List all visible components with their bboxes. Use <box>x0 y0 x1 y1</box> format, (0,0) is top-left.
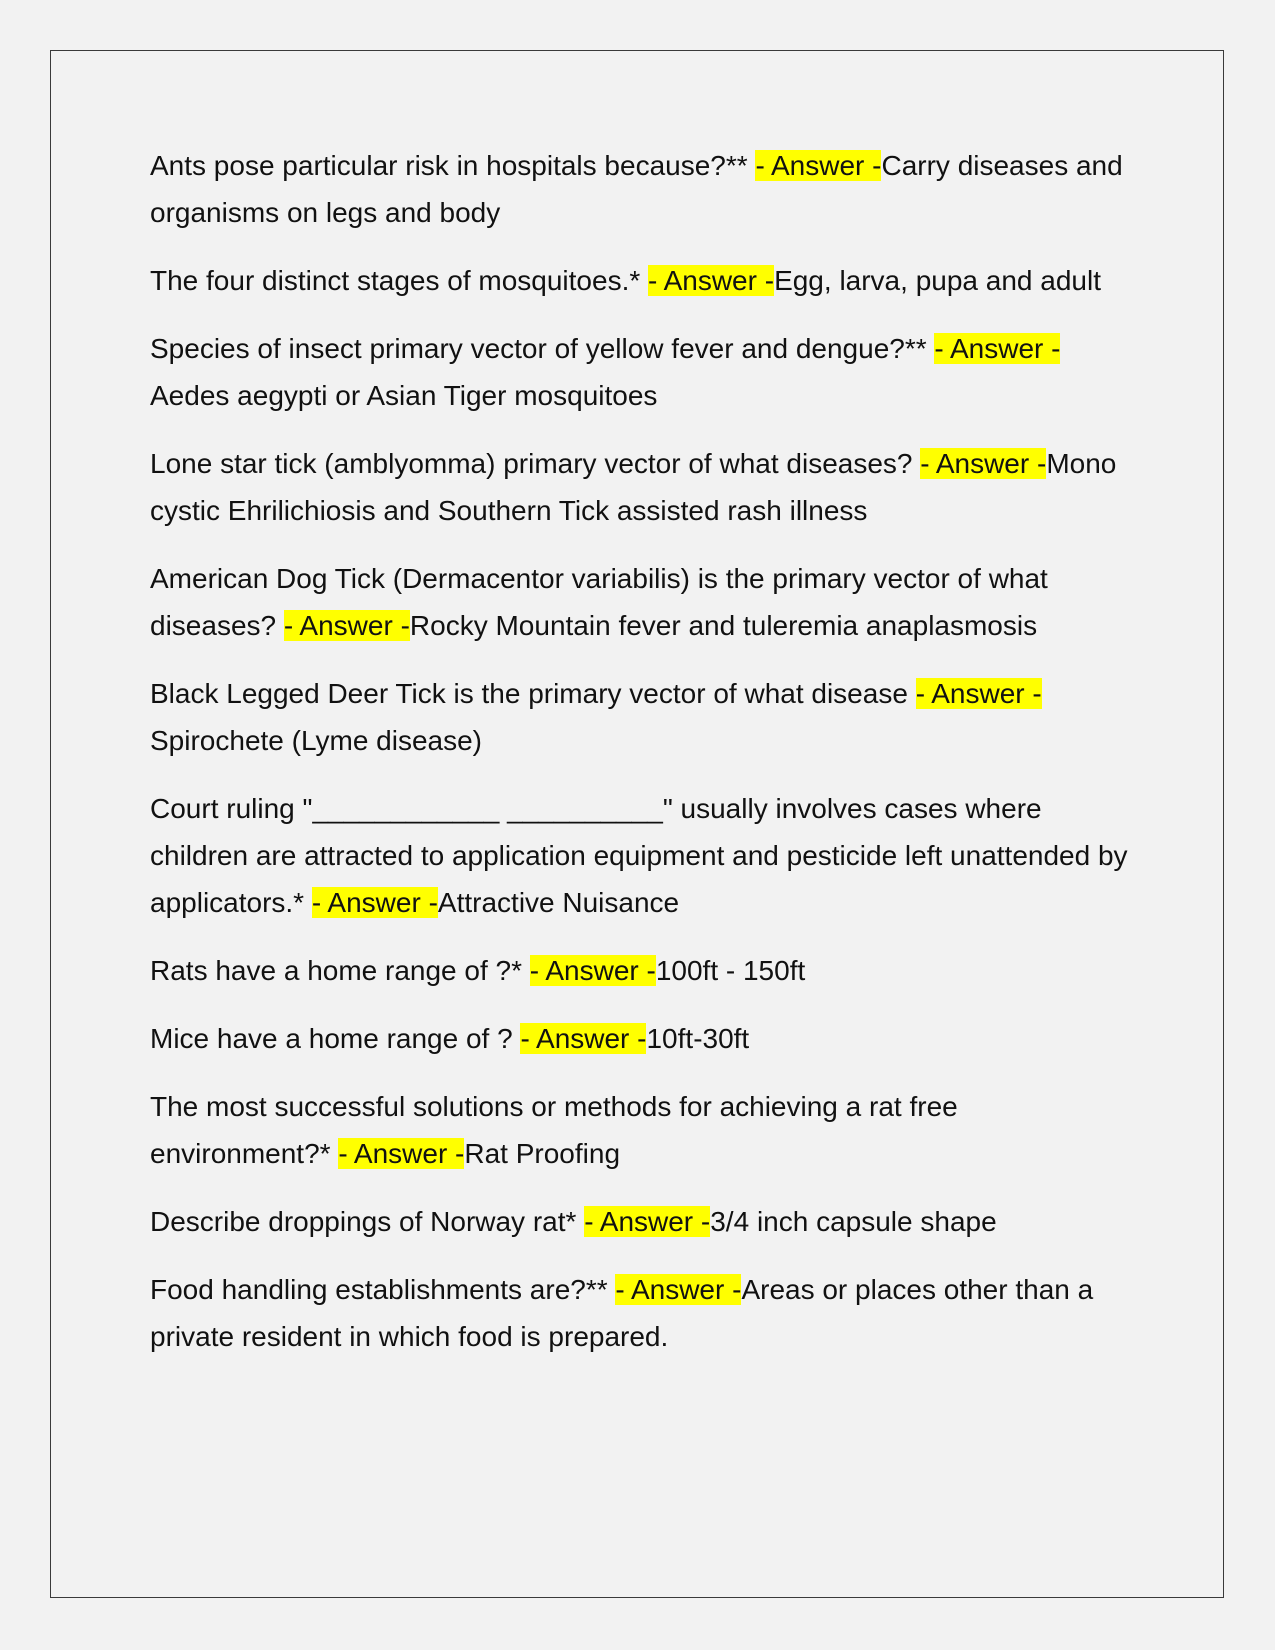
answer-marker: - Answer - <box>920 448 1047 479</box>
answer-text: Attractive Nuisance <box>437 887 680 918</box>
answer-text: Aedes aegypti or Asian Tiger mosquitoes <box>150 380 658 411</box>
question-text: Black Legged Deer Tick is the primary vector of what disease <box>150 678 916 709</box>
question-text: Court ruling "____________ __________" usually involves cases where children are attracted to application equipment and pesticide left unattended by applicators.* <box>150 793 1128 918</box>
question-text: Lone star tick (amblyomma) primary vector of what diseases? <box>150 448 921 479</box>
question-text: Species of insect primary vector of yellow fever and dengue?** <box>150 333 935 364</box>
answer-marker: - Answer - <box>520 1023 647 1054</box>
question-text: American Dog Tick (Dermacentor variabilis) is the primary vector of what diseases? <box>150 563 1048 641</box>
answer-marker: - Answer - <box>311 887 438 918</box>
qa-item <box>150 555 1135 649</box>
answer-marker: - Answer - <box>283 610 410 641</box>
question-text: Mice have a home range of ? <box>150 1023 521 1054</box>
qa-item <box>150 1266 1135 1360</box>
answer-text: Carry diseases and organisms on legs and body <box>150 150 1123 228</box>
answer-text: Areas or places other than a private resident in which food is prepared. <box>150 1274 1094 1352</box>
qa-item <box>150 1015 1135 1062</box>
answer-text: Rocky Mountain fever and tuleremia anaplasmosis <box>409 610 1038 641</box>
qa-item <box>150 325 1135 419</box>
answer-marker: - Answer - <box>915 678 1042 709</box>
question-text: The most successful solutions or methods for achieving a rat free environment?* <box>150 1091 958 1169</box>
answer-text: Egg, larva, pupa and adult <box>774 265 1101 296</box>
qa-item <box>150 257 1135 304</box>
answer-text: 3/4 inch capsule shape <box>710 1206 997 1237</box>
qa-item <box>150 1198 1135 1245</box>
answer-marker: - Answer - <box>648 265 775 296</box>
answer-text: Mono cystic Ehrilichiosis and Southern Tick assisted rash illness <box>150 448 1117 526</box>
question-text: Ants pose particular risk in hospitals because?** <box>150 150 756 181</box>
answer-marker: - Answer - <box>584 1206 711 1237</box>
answer-marker: - Answer - <box>338 1138 465 1169</box>
answer-text: Rat Proofing <box>464 1138 621 1169</box>
qa-item <box>150 670 1135 764</box>
answer-text: 10ft-30ft <box>646 1023 750 1054</box>
qa-item <box>150 1083 1135 1177</box>
answer-text: 100ft - 150ft <box>655 955 806 986</box>
answer-marker: - Answer - <box>934 333 1061 364</box>
qa-item <box>150 142 1135 236</box>
document-body <box>150 142 1135 1381</box>
answer-text: Spirochete (Lyme disease) <box>150 725 483 756</box>
question-text: Food handling establishments are?** <box>150 1274 616 1305</box>
qa-item <box>150 947 1135 994</box>
question-text: Describe droppings of Norway rat* <box>150 1206 585 1237</box>
answer-marker: - Answer - <box>615 1274 742 1305</box>
answer-marker: - Answer - <box>529 955 656 986</box>
question-text: Rats have a home range of ?* <box>150 955 530 986</box>
answer-marker: - Answer - <box>755 150 882 181</box>
question-text: The four distinct stages of mosquitoes.* <box>150 265 649 296</box>
qa-item <box>150 785 1135 926</box>
qa-item <box>150 440 1135 534</box>
